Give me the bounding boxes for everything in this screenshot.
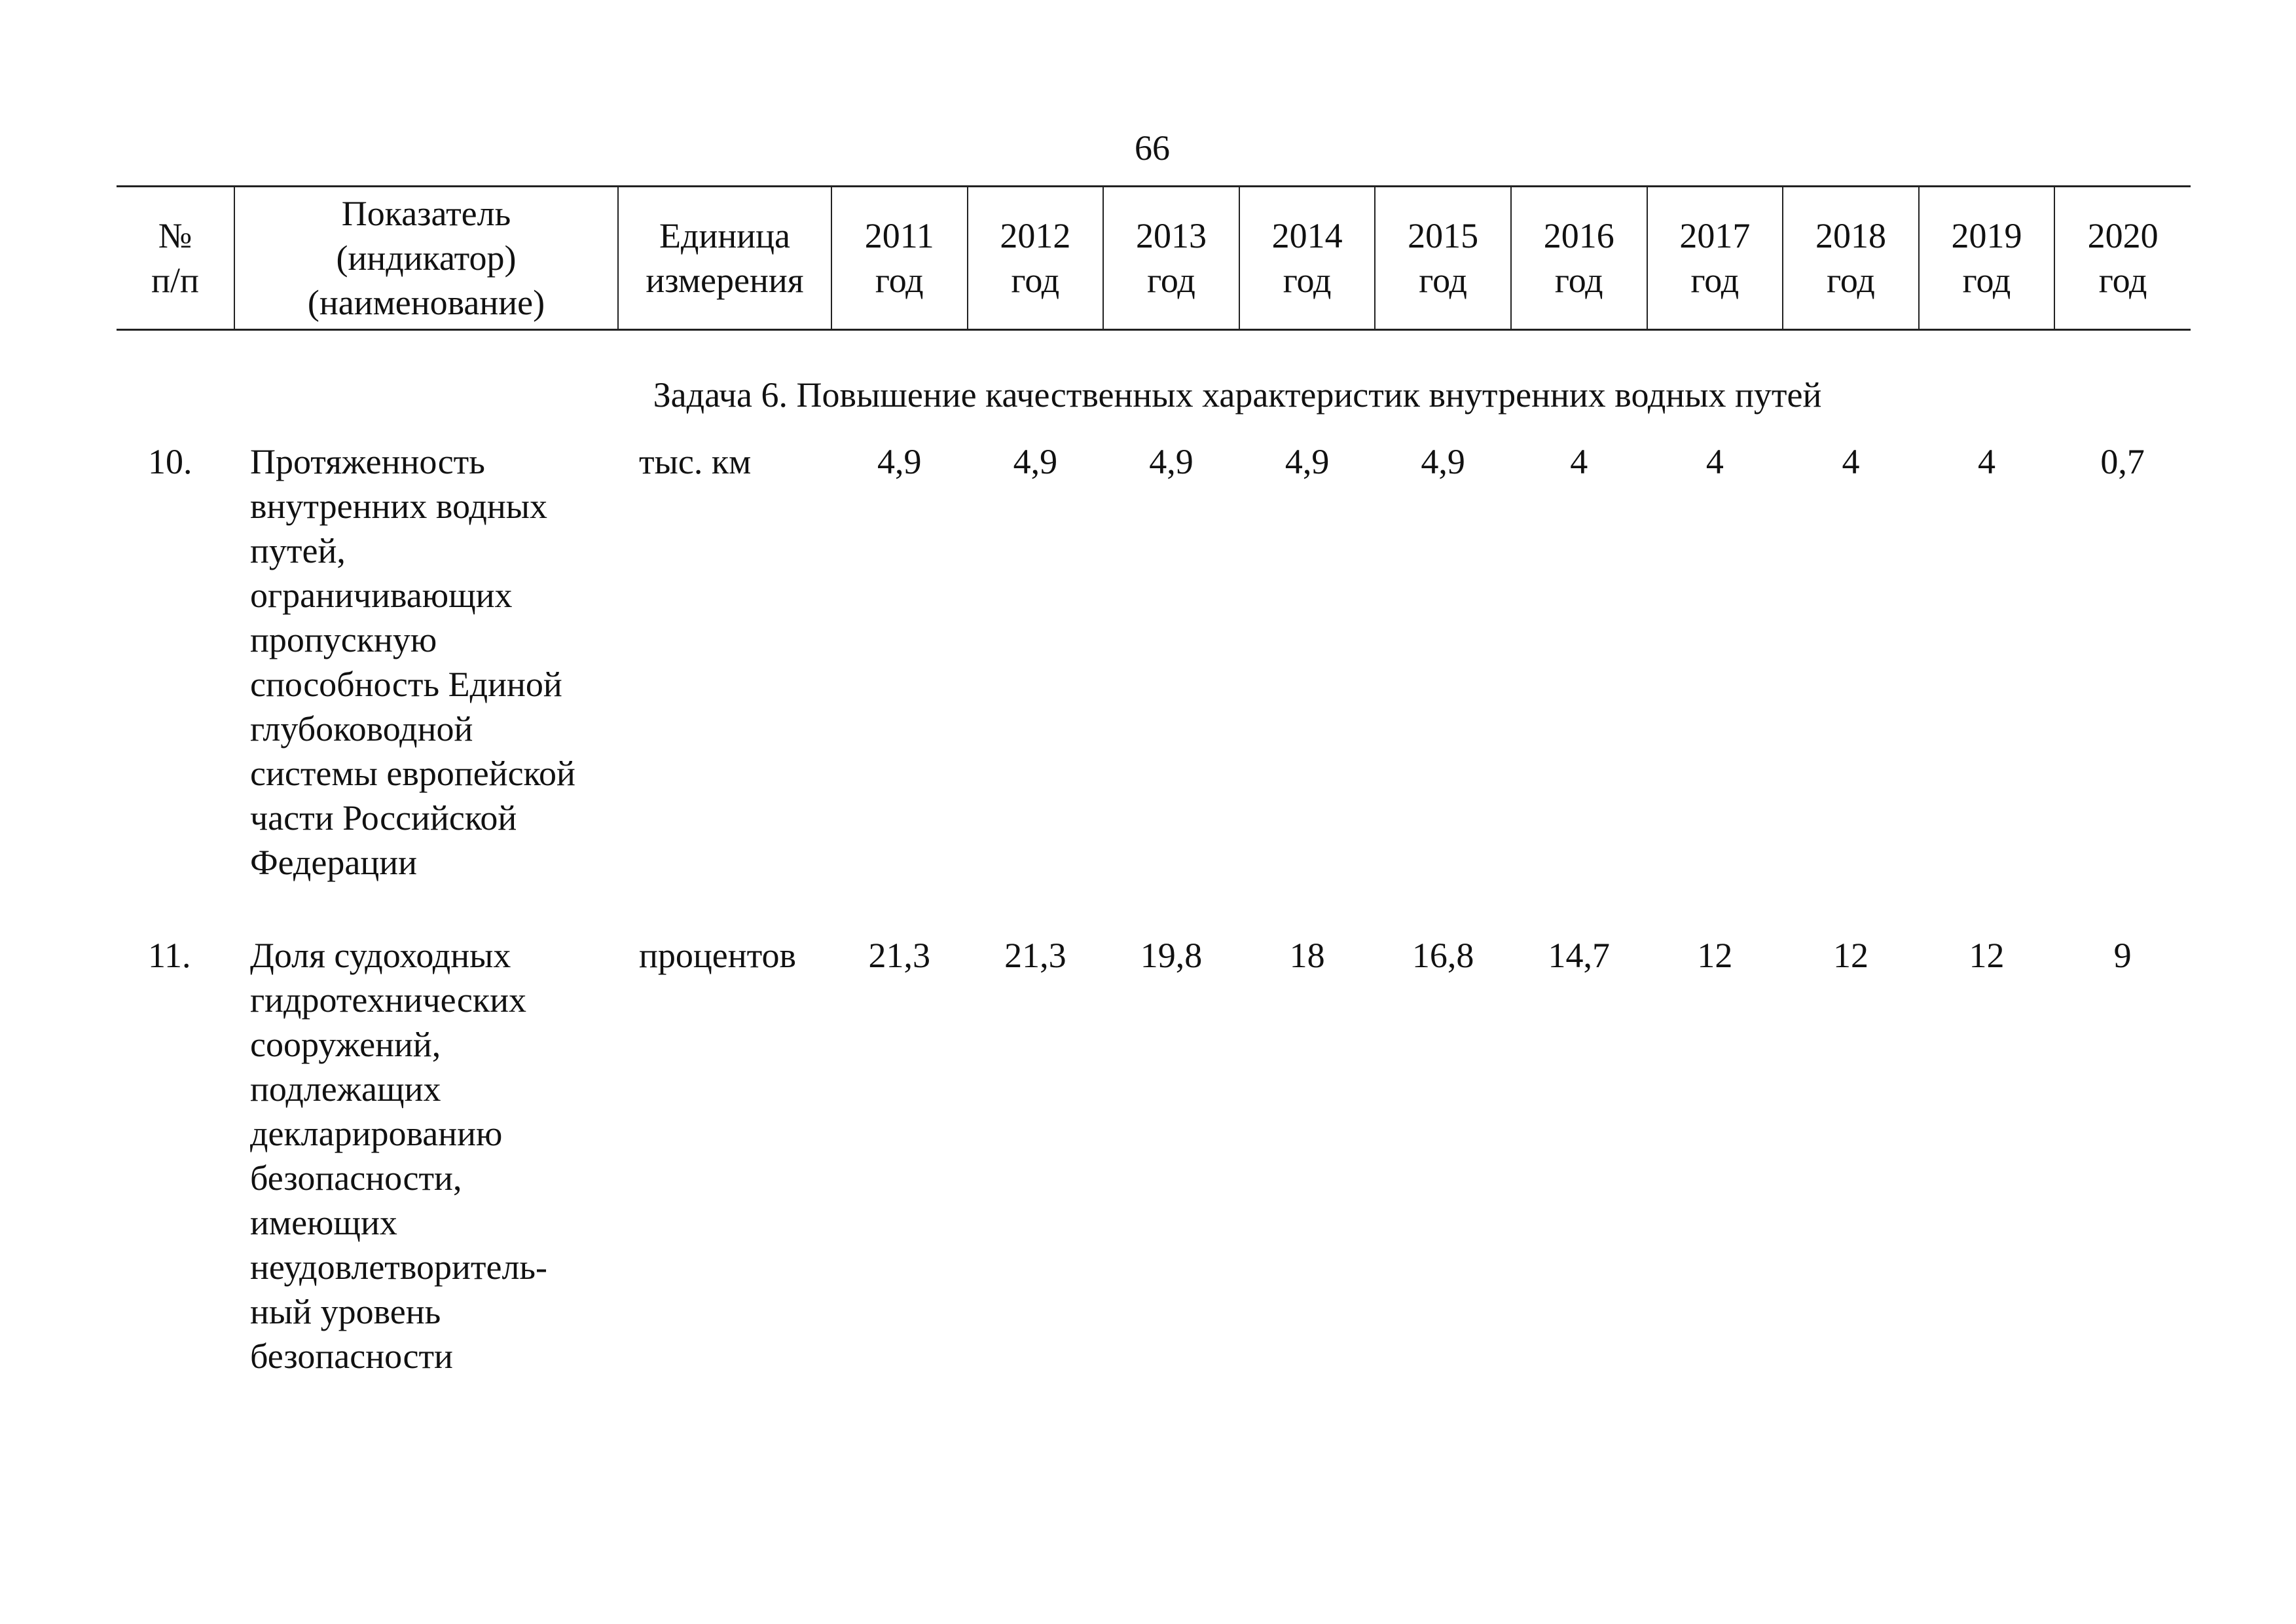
header-year: 2016 — [1543, 216, 1614, 255]
header-name-line: (наименование) — [307, 283, 545, 322]
unit-cell: тыс. км — [639, 442, 752, 481]
header-year-2016 — [1511, 187, 1647, 330]
header-year: 2020 — [2087, 216, 2159, 255]
value-cell-2015: 16,8 — [1412, 936, 1474, 975]
indicator-name-line: безопасности, — [250, 1158, 462, 1198]
value-cell-2016: 4 — [1570, 442, 1588, 481]
indicator-name — [234, 933, 618, 1378]
header-year-suffix: год — [1283, 261, 1332, 300]
table-header-row — [117, 187, 2191, 330]
row-number: 11. — [148, 936, 191, 975]
indicator-name-line: глубоководной — [250, 709, 473, 748]
header-year-2012 — [968, 187, 1104, 330]
header-year-2014 — [1239, 187, 1376, 330]
indicator-name-line: ограничивающих — [250, 576, 513, 615]
value-cell-2013: 4,9 — [1149, 442, 1194, 481]
indicator-name-line: части Российской — [250, 798, 517, 838]
indicator-name-line: гидротехнических — [250, 980, 527, 1020]
value-cell-2014: 18 — [1289, 936, 1325, 975]
indicator-name-line: Доля судоходных — [250, 936, 511, 975]
value-cell-2020: 9 — [2113, 936, 2132, 975]
value-cell-2011: 4,9 — [877, 442, 922, 481]
indicator-name-line: сооружений, — [250, 1025, 441, 1064]
indicator-name-line: имеющих — [250, 1203, 397, 1242]
indicator-name-line: способность Единой — [250, 665, 562, 704]
header-year: 2019 — [1951, 216, 2022, 255]
header-year-suffix: год — [2098, 261, 2147, 300]
header-year: 2017 — [1679, 216, 1751, 255]
header-num — [117, 187, 234, 330]
header-unit-line: измерения — [646, 261, 804, 300]
value-cell-2012: 21,3 — [1004, 936, 1066, 975]
header-year-2019 — [1919, 187, 2055, 330]
header-year-suffix: год — [1147, 261, 1195, 300]
header-year-2018 — [1783, 187, 1919, 330]
page-number: 66 — [1135, 128, 1170, 168]
header-year-2020 — [2054, 187, 2191, 330]
value-cell-2020: 0,7 — [2100, 442, 2145, 481]
header-year-suffix: год — [1011, 261, 1060, 300]
header-year-2017 — [1647, 187, 1783, 330]
indicator-name-line: декларированию — [250, 1114, 503, 1153]
indicators-table — [117, 185, 2191, 1378]
value-cell-2017: 12 — [1697, 936, 1733, 975]
value-cell-2012: 4,9 — [1013, 442, 1058, 481]
indicator-name-line: путей, — [250, 531, 346, 570]
task-title: Задача 6. Повышение качественных характеристик внутренних водных путей — [653, 375, 1822, 415]
header-name-line: (индикатор) — [336, 238, 517, 278]
value-cell-2018: 4 — [1842, 442, 1860, 481]
indicator-name-line: подлежащих — [250, 1069, 441, 1109]
header-year: 2015 — [1408, 216, 1479, 255]
value-cell-2019: 4 — [1978, 442, 1996, 481]
header-year-2011 — [831, 187, 968, 330]
header-year-2015 — [1375, 187, 1511, 330]
header-year: 2013 — [1135, 216, 1207, 255]
header-unit — [618, 187, 831, 330]
table-row — [117, 933, 2191, 1378]
header-year-suffix: год — [875, 261, 924, 300]
header-year: 2011 — [864, 216, 934, 255]
indicator-name-line: Федерации — [250, 843, 418, 882]
header-year-suffix: год — [1554, 261, 1603, 300]
header-name — [234, 187, 618, 330]
header-year-suffix: год — [1690, 261, 1740, 300]
value-cell-2013: 19,8 — [1140, 936, 1203, 975]
header-year: 2018 — [1815, 216, 1886, 255]
indicator-name — [234, 439, 618, 933]
indicator-name-line: внутренних водных — [250, 487, 548, 526]
header-year: 2014 — [1271, 216, 1343, 255]
table-row — [117, 439, 2191, 933]
header-year: 2012 — [1000, 216, 1071, 255]
row-number: 10. — [148, 442, 192, 481]
indicator-name-line: безопасности — [250, 1337, 453, 1376]
header-num-line: № — [158, 216, 192, 255]
header-year-suffix: год — [1827, 261, 1875, 300]
value-cell-2016: 14,7 — [1548, 936, 1611, 975]
value-cell-2011: 21,3 — [868, 936, 931, 975]
task-row — [117, 330, 2191, 440]
value-cell-2014: 4,9 — [1285, 442, 1330, 481]
header-num-line: п/п — [151, 261, 199, 300]
header-name-line: Показатель — [341, 194, 511, 233]
value-cell-2019: 12 — [1969, 936, 2005, 975]
header-unit-line: Единица — [659, 216, 791, 255]
indicator-name-line: системы европейской — [250, 754, 575, 793]
value-cell-2015: 4,9 — [1421, 442, 1465, 481]
header-year-2013 — [1103, 187, 1239, 330]
indicator-name-line: ный уровень — [250, 1292, 441, 1331]
indicator-name-line: пропускную — [250, 620, 437, 659]
indicator-name-line: неудовлетворитель- — [250, 1247, 548, 1287]
header-year-suffix: год — [1962, 261, 2011, 300]
header-year-suffix: год — [1419, 261, 1468, 300]
unit-cell: процентов — [639, 936, 797, 975]
indicator-name-line: Протяженность — [250, 442, 485, 481]
value-cell-2017: 4 — [1705, 442, 1724, 481]
value-cell-2018: 12 — [1832, 936, 1868, 975]
